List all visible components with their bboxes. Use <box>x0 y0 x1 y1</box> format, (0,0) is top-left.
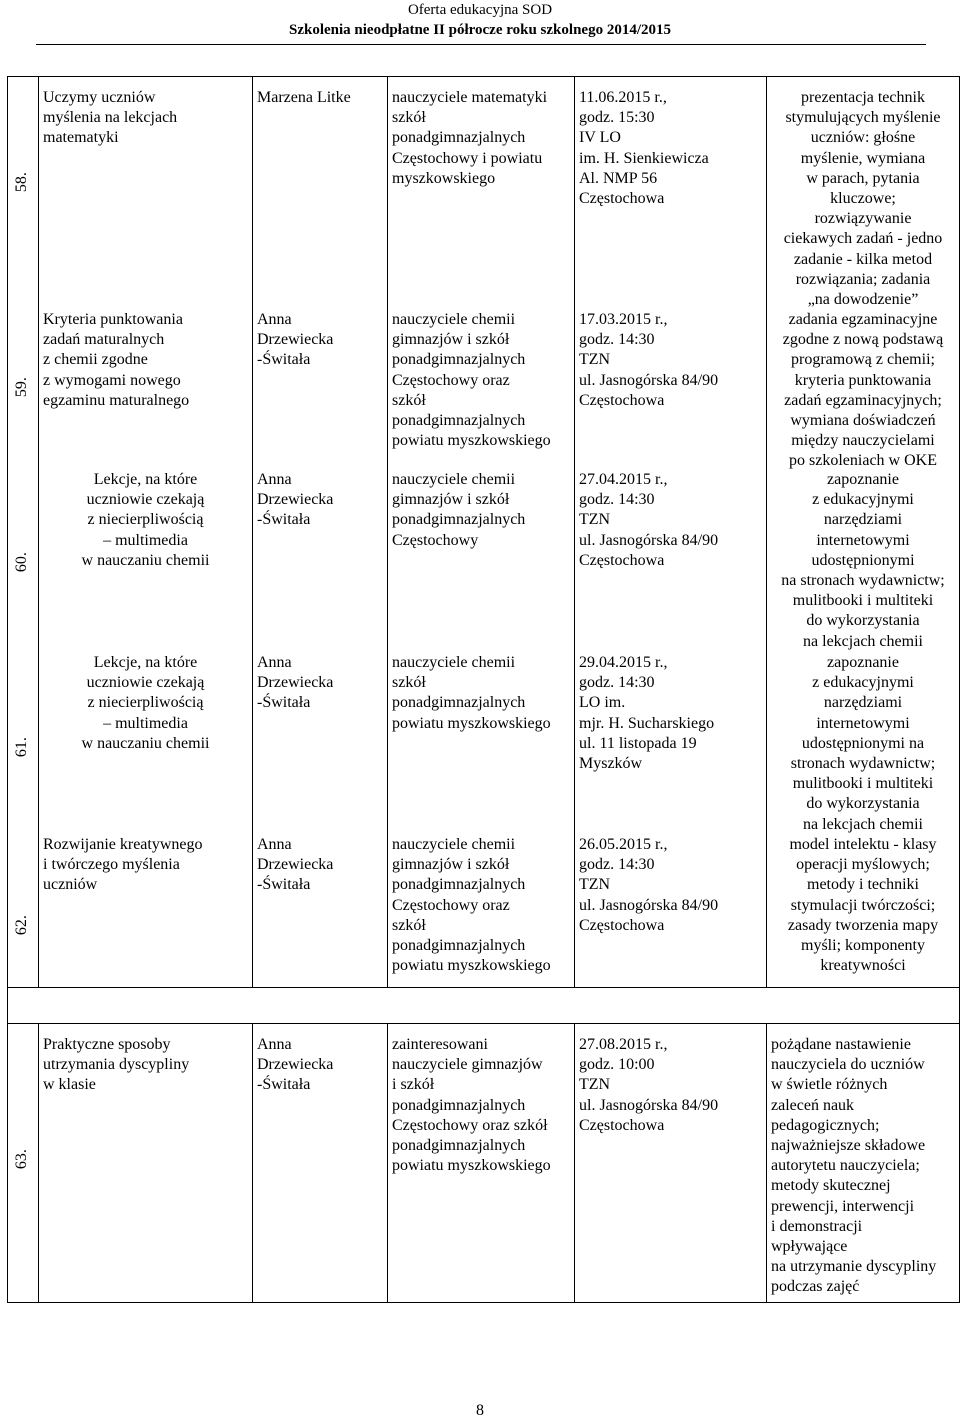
description-text: zapoznanie z edukacyjnymi narzędziami internetowymi udostępnionymi na stronach wydawnictw; mulitbooki i multiteki do wykorzystania na lekcjach chemii <box>781 471 945 650</box>
header-title: Oferta edukacyjna SOD <box>407 2 553 18</box>
number-cell <box>8 77 39 988</box>
trainer-cell <box>253 77 388 988</box>
trainer-name: Anna Drzewiecka -Świtała <box>257 311 334 369</box>
row-number: 61. <box>12 737 30 758</box>
row-number: 59. <box>12 377 30 398</box>
date-venue-cell <box>575 77 767 988</box>
training-schedule-table <box>7 76 960 1303</box>
description-cell <box>767 77 960 988</box>
table-row-group-58-62 <box>8 77 960 988</box>
header-rule <box>36 44 926 45</box>
row-number: 58. <box>12 172 30 193</box>
audience-text: nauczyciele matematyki szkół ponadgimnazjalnych Częstochowy i powiatu myszkowskiego <box>392 89 548 187</box>
audience-text: zainteresowani nauczyciele gimnazjów i szkół ponadgimnazjalnych Częstochowy oraz szkół ponadgimnazjalnych powiatu myszkowskiego <box>392 1036 551 1175</box>
date-venue-cell <box>575 1024 767 1303</box>
audience-text: nauczyciele chemii gimnazjów i szkół ponadgimnazjalnych Częstochowy <box>392 471 526 549</box>
description-text: zadania egzaminacyjne zgodne z nową podstawą programową z chemii; kryteria punktowania zadań egzaminacyjnych; wymiana doświadczeń między nauczycielami po szkoleniach w OKE <box>782 311 944 470</box>
date-venue-text: 27.08.2015 r., godz. 10:00 TZN ul. Jasnogórska 84/90 Częstochowa <box>579 1036 719 1134</box>
trainer-cell <box>253 1024 388 1303</box>
page-header <box>0 0 960 40</box>
trainer-name: Marzena Litke <box>257 89 351 106</box>
description-text: zapoznanie z edukacyjnymi narzędziami internetowymi udostępnionymi na stronach wydawnictw; mulitbooki i multiteki do wykorzystania na lekcjach chemii <box>790 654 936 833</box>
trainer-name: Anna Drzewiecka -Świtała <box>257 836 334 894</box>
description-text: model intelektu - klasy operacji myślowych; metody i techniki stymulacji twórczości; zasady tworzenia mapy myśli; komponenty kreatywności <box>787 836 939 975</box>
row-number: 62. <box>12 915 30 936</box>
date-venue-text: 17.03.2015 r., godz. 14:30 TZN ul. Jasnogórska 84/90 Częstochowa <box>579 311 719 409</box>
table-row-63 <box>8 1024 960 1303</box>
date-venue-text: 27.04.2015 r., godz. 14:30 TZN ul. Jasnogórska 84/90 Częstochowa <box>579 471 719 569</box>
topic-text: Uczymy uczniów myślenia na lekcjach matematyki <box>43 89 178 147</box>
table-gap <box>8 988 960 1024</box>
topic-text: Lekcje, na które uczniowie czekają z niecierpliwością – multimedia w nauczaniu chemii <box>81 654 210 752</box>
topic-text: Lekcje, na które uczniowie czekają z niecierpliwością – multimedia w nauczaniu chemii <box>81 471 210 569</box>
date-venue-text: 26.05.2015 r., godz. 14:30 TZN ul. Jasnogórska 84/90 Częstochowa <box>579 836 719 934</box>
topic-text: Kryteria punktowania zadań maturalnych z chemii zgodne z wymogami nowego egzaminu maturalnego <box>43 311 190 409</box>
number-cell <box>8 1024 39 1303</box>
date-venue-text: 11.06.2015 r., godz. 15:30 IV LO im. H. Sienkiewicza Al. NMP 56 Częstochowa <box>579 89 709 208</box>
row-number: 63. <box>12 1149 30 1170</box>
topic-cell <box>39 1024 253 1303</box>
topic-cell <box>39 77 253 988</box>
description-cell <box>767 1024 960 1303</box>
audience-cell <box>388 77 575 988</box>
page-number: 8 <box>476 1402 484 1419</box>
audience-cell <box>388 1024 575 1303</box>
topic-text: Rozwijanie kreatywnego i twórczego myślenia uczniów <box>43 836 203 894</box>
trainer-name: Anna Drzewiecka -Świtała <box>257 1036 334 1094</box>
description-text: prezentacja technik stymulujących myślenie uczniów: głośne myślenie, wymiana w parach, pytania kluczowe; rozwiązywanie ciekawych zadań - jedno zadanie - kilka metod rozwiązania; zadania „na dowodzenie” <box>783 89 943 309</box>
description-text: pożądane nastawienie nauczyciela do uczniów w świetle różnych zaleceń nauk pedagogicznych; najważniejsze składowe autorytetu nauczyciela; metody skutecznej prewencji, interwencji i demonstracji wpływające na utrzymanie dyscypliny podczas zajęć <box>771 1036 937 1296</box>
audience-text: nauczyciele chemii szkół ponadgimnazjalnych powiatu myszkowskiego <box>392 654 551 732</box>
trainer-name: Anna Drzewiecka -Świtała <box>257 471 334 529</box>
trainer-name: Anna Drzewiecka -Świtała <box>257 654 334 712</box>
row-number: 60. <box>12 552 30 573</box>
topic-text: Praktyczne sposoby utrzymania dyscypliny w klasie <box>43 1036 190 1094</box>
header-subtitle: Szkolenia nieodpłatne II półrocze roku szkolnego 2014/2015 <box>289 22 671 38</box>
date-venue-text: 29.04.2015 r., godz. 14:30 LO im. mjr. H. Sucharskiego ul. 11 listopada 19 Myszków <box>579 654 715 773</box>
audience-text: nauczyciele chemii gimnazjów i szkół ponadgimnazjalnych Częstochowy oraz szkół ponadgimnazjalnych powiatu myszkowskiego <box>392 311 551 450</box>
audience-text: nauczyciele chemii gimnazjów i szkół ponadgimnazjalnych Częstochowy oraz szkół ponadgimnazjalnych powiatu myszkowskiego <box>392 836 551 975</box>
